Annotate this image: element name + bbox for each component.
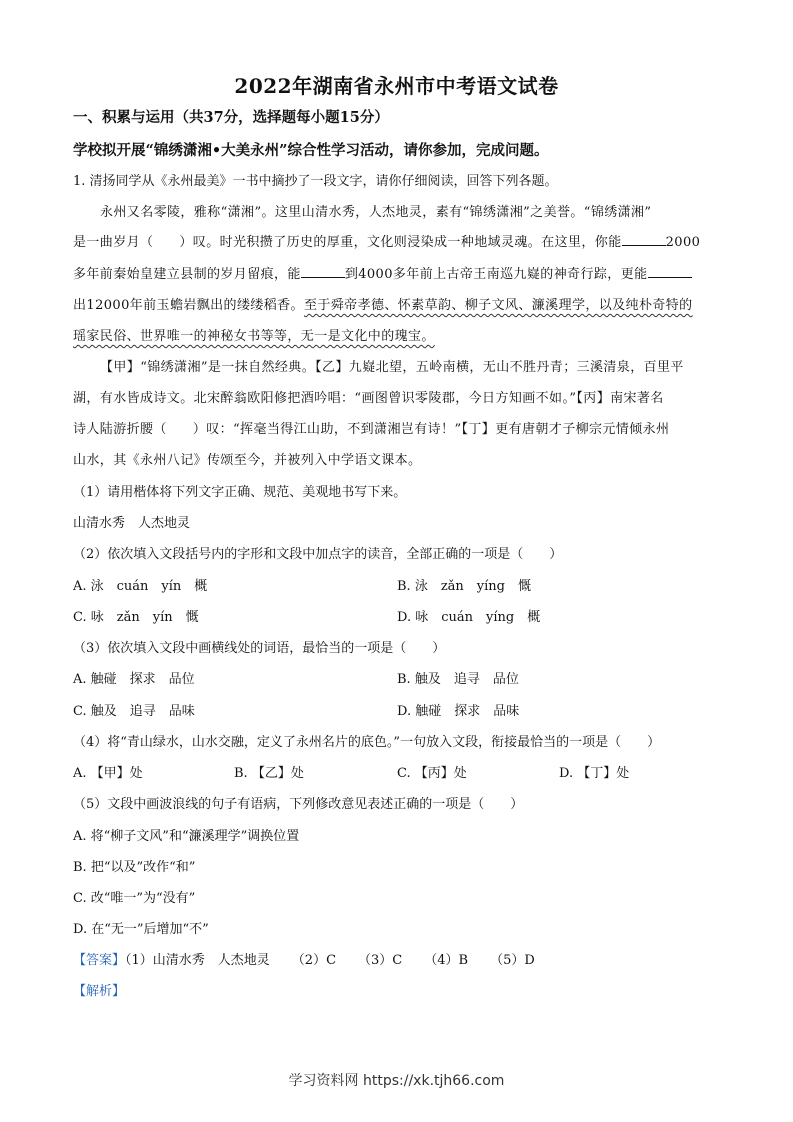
section-heading: 一、积累与运用（共37分，选择题每小题15分）: [73, 109, 389, 126]
option-d: D. 咏 cuán yíng 概: [397, 610, 541, 625]
passage-line: [73, 265, 692, 285]
passage-line: [73, 327, 435, 347]
option-c: C. 改“唯一”为“没有”: [73, 891, 196, 906]
answer-2: （2）C: [291, 953, 337, 968]
option-a: A. 【甲】处: [73, 766, 143, 781]
subquestion-4: （4）将“青山绿水，山水交融，定义了永州名片的底色。”一句放入文段，衔接最恰当的一项是（ ）: [73, 735, 661, 750]
answer-5: （5）D: [490, 953, 535, 968]
passage-text: 出12000年前玉蟾岩飘出的缕缕稻香。: [73, 298, 304, 313]
subquestion-1: （1）请用楷体将下列文字正确、规范、美观地书写下来。: [73, 485, 407, 500]
option-a: A. 泳 cuán yín 概: [73, 579, 208, 594]
subquestion-5: （5）文段中画波浪线的句子有语病，下列修改意见表述正确的一项是（ ）: [73, 797, 524, 812]
answer-4: （4）B: [424, 953, 469, 968]
option-d: D. 触碰 探求 品味: [397, 704, 520, 719]
option-d: D. 【丁】处: [559, 766, 630, 781]
passage-line: 永州又名零陵，雅称“潇湘”。这里山清水秀，人杰地灵，素有“锦绣潇湘”之美誉。“锦绣潇湘”: [100, 205, 652, 220]
wavy-underlined-sentence: 瑶家民俗、世界唯一的神秘女书等等，无一是文化中的瑰宝。: [73, 329, 435, 344]
option-a: A. 触碰 探求 品位: [73, 672, 195, 687]
passage-line: 【甲】“锦绣潇湘”是一抹自然经典。【乙】九嶷北望，五岭南横，无山不胜丹青；三溪清泉，百里平: [100, 360, 684, 375]
subquestion-3: （3）依次填入文段中画横线处的词语，最恰当的一项是（ ）: [73, 641, 446, 656]
passage-line: 湖，有水皆成诗文。北宋醉翁欧阳修把酒吟唱：“画图曾识零陵郡，今日方知画不如。”【丙】南宋著名: [73, 391, 664, 406]
option-c: C. 触及 追寻 品味: [73, 704, 195, 719]
subquestion-1-text: 山清水秀 人杰地灵: [73, 516, 191, 531]
answer-label: 【答案】: [73, 953, 126, 968]
passage-text: 诗人陆游折腰（: [73, 422, 167, 437]
wavy-underlined-sentence: 至于舜帝孝德、怀素草韵、柳子文风、濂溪理学，以及纯朴奇特的: [303, 298, 693, 313]
passage-text: 2000: [665, 235, 701, 250]
passage-text: 多年前秦始皇建立县制的岁月留痕，能: [73, 267, 301, 282]
analysis-label: 【解析】: [73, 984, 126, 999]
option-c: C. 咏 zǎn yín 慨: [73, 610, 199, 625]
passage-line: 山水，其《永州八记》传颂至今，并被列入中学语文课本。: [73, 453, 422, 468]
option-d: D. 在“无一”后增加“不”: [73, 922, 209, 937]
passage-line: [73, 296, 693, 316]
passage-line: [73, 420, 669, 440]
option-b: B. 【乙】处: [234, 766, 304, 781]
page-footer: 学习资料网 https://xk.tjh66.com: [288, 1073, 505, 1089]
fill-blank: [622, 233, 666, 246]
activity-intro: 学校拟开展“锦绣潇湘•大美永州”综合性学习活动，请你参加，完成问题。: [73, 142, 549, 159]
answer-3: （3）C: [358, 953, 403, 968]
option-b: B. 触及 追寻 品位: [397, 672, 519, 687]
fill-blank: [648, 265, 692, 278]
question-1-stem: 1. 清扬同学从《永州最美》一书中摘抄了一段文字，请你仔细阅读，回答下列各题。: [73, 174, 558, 189]
page-title: 2022年湖南省永州市中考语文试卷: [234, 74, 559, 98]
option-a: A. 将“柳子文风”和“濂溪理学”调换位置: [73, 829, 300, 844]
passage-text: ）叹。时光积攒了历史的厚重，文化则浸染成一种地域灵魂。在这里，你能: [179, 235, 622, 250]
subquestion-2: （2）依次填入文段括号内的字形和文段中加点字的读音，全部正确的一项是（ ）: [73, 547, 563, 562]
passage-text: 到4000多年前上古帝王南巡九嶷的神奇行踪，更能: [344, 267, 648, 282]
answer-1: （1）山清水秀 人杰地灵: [125, 953, 270, 968]
passage-text: ）叹：“挥毫当得江山助，不到潇湘岂有诗！”【丁】更有唐朝才子柳宗元情倾永州: [192, 422, 670, 437]
option-b: B. 泳 zǎn yíng 慨: [397, 579, 531, 594]
option-c: C. 【丙】处: [397, 766, 467, 781]
option-b: B. 把“以及”改作“和”: [73, 860, 196, 875]
fill-blank: [301, 265, 345, 278]
answer-line: [73, 951, 535, 971]
passage-text: 是一曲岁月（: [73, 235, 154, 250]
passage-line: [73, 233, 700, 253]
